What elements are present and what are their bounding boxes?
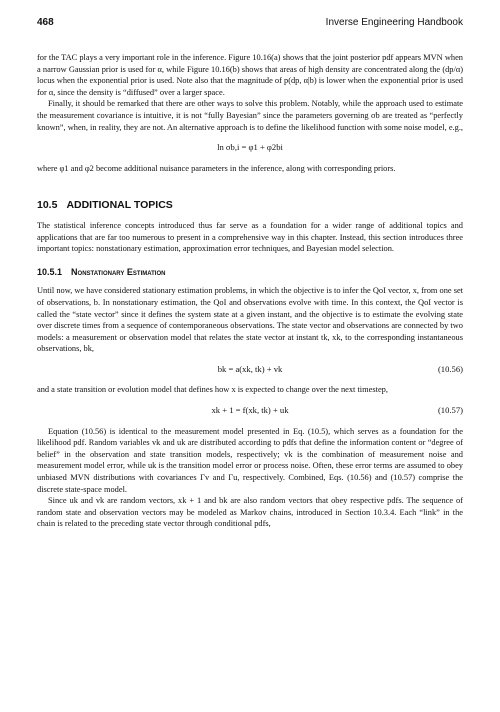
paragraph-additional-topics: The statistical inference concepts introduced thus far serve as a foundation for a wider range of additional topics and applications that are far too numerous to present in a comprehensive way in this chapter. Instead, this section introduces three important topics: nonstationary estimation, approximation error techniques, and Bayesian model selection. — [37, 220, 463, 254]
equation-10-57-text: xk + 1 = f(xk, tk) + uk — [211, 405, 289, 416]
paragraph-nuisance-parameters: where φ1 and φ2 become additional nuisance parameters in the inference, along with corresponding priors. — [37, 163, 396, 173]
subsection-heading — [37, 267, 463, 279]
subsection-title: Nonstationary Estimation — [71, 266, 166, 277]
paragraph-state-transition: and a state transition or evolution model that defines how x is expected to change over the next timestep, — [37, 385, 388, 395]
section-number: 10.5 — [37, 199, 58, 212]
paragraph-figure-discussion: for the TAC plays a very important role in the inference. Figure 10.16(a) shows that the joint posterior pdf appears MVN when a narrow Gaussian prior is used for α, while Figure 10.16(b) shows that areas of high density are concentrated along the (dp/α) locus when the exponential prior is used. Note also that the magnitude of p(dp, α|b) is lower when the exponential prior is used for α, since the density is “diffused” over a larger space. — [37, 53, 463, 97]
equation-10-57-number: (10.57) — [437, 405, 463, 416]
paragraph-alternative-approach: Finally, it should be remarked that there are other ways to solve this problem. Notably, while the approach used to estimate the measurement covariance is intuitive, it is not “fully Bayesian” since the parameters governing σb are treated as “perfectly known”, when, in reality, they are not. An alternative approach is to define the likelihood function with some noise model, e.g., — [37, 99, 464, 132]
equation-noise-model-text: ln σb,i = φ1 + φ2bi — [217, 142, 283, 153]
paragraph-measurement-model: Equation (10.56) is identical to the measurement model presented in Eq. (10.5), which serves as a foundation for the likelihood pdf. Random variables vk and uk are distributed according to pdfs that define the information content or “degree of belief” in the observation and state transition models, respectively; vk is the combination of measurement noise and measurement model error, while uk is the transition model error or process noise. Often, these error terms are assumed to obey unbiased MVN distributions with covariances Γv and Γu, respectively. Combined, Eqs. (10.56) and (10.57) comprise the discrete state-space model. — [37, 426, 463, 494]
section-heading — [37, 200, 463, 212]
equation-10-56 — [37, 364, 463, 376]
page-body — [37, 52, 463, 530]
page-header — [37, 17, 463, 28]
page-number: 468 — [37, 17, 54, 28]
paragraph-markov-chains: Since uk and vk are random vectors, xk + 1 and bk are also random vectors that obey respective pdfs. The sequence of random state and observation vectors may be modeled as Markov chains, introduced in Section 10.3.4. Each “link” in the chain is related to the preceding state vector through conditional pdfs, — [37, 496, 463, 529]
subsection-number: 10.5.1 — [37, 266, 63, 277]
equation-10-56-text: bk = a(xk, tk) + vk — [217, 363, 283, 374]
equation-10-56-number: (10.56) — [437, 363, 463, 374]
running-title: Inverse Engineering Handbook — [325, 17, 463, 28]
equation-10-57 — [37, 405, 463, 417]
section-title: ADDITIONAL TOPICS — [66, 199, 173, 212]
equation-noise-model — [37, 142, 463, 154]
paragraph-nonstationary-intro: Until now, we have considered stationary estimation problems, in which the objective is to infer the QoI vector, x, from one set of observations, b. In nonstationary estimation, the QoI and observations evolve with time. In this context, the QoI vector is called the “state vector” since it defines the system state at a given instant, and the objective is to estimate the evolving state over discrete times from a sequence of contemporaneous observations. The state vector and observations are connected by two models: a measurement or observation model that relates the state vector at instant tk, xk, to the corresponding instantaneous observations, bk, — [37, 286, 463, 354]
